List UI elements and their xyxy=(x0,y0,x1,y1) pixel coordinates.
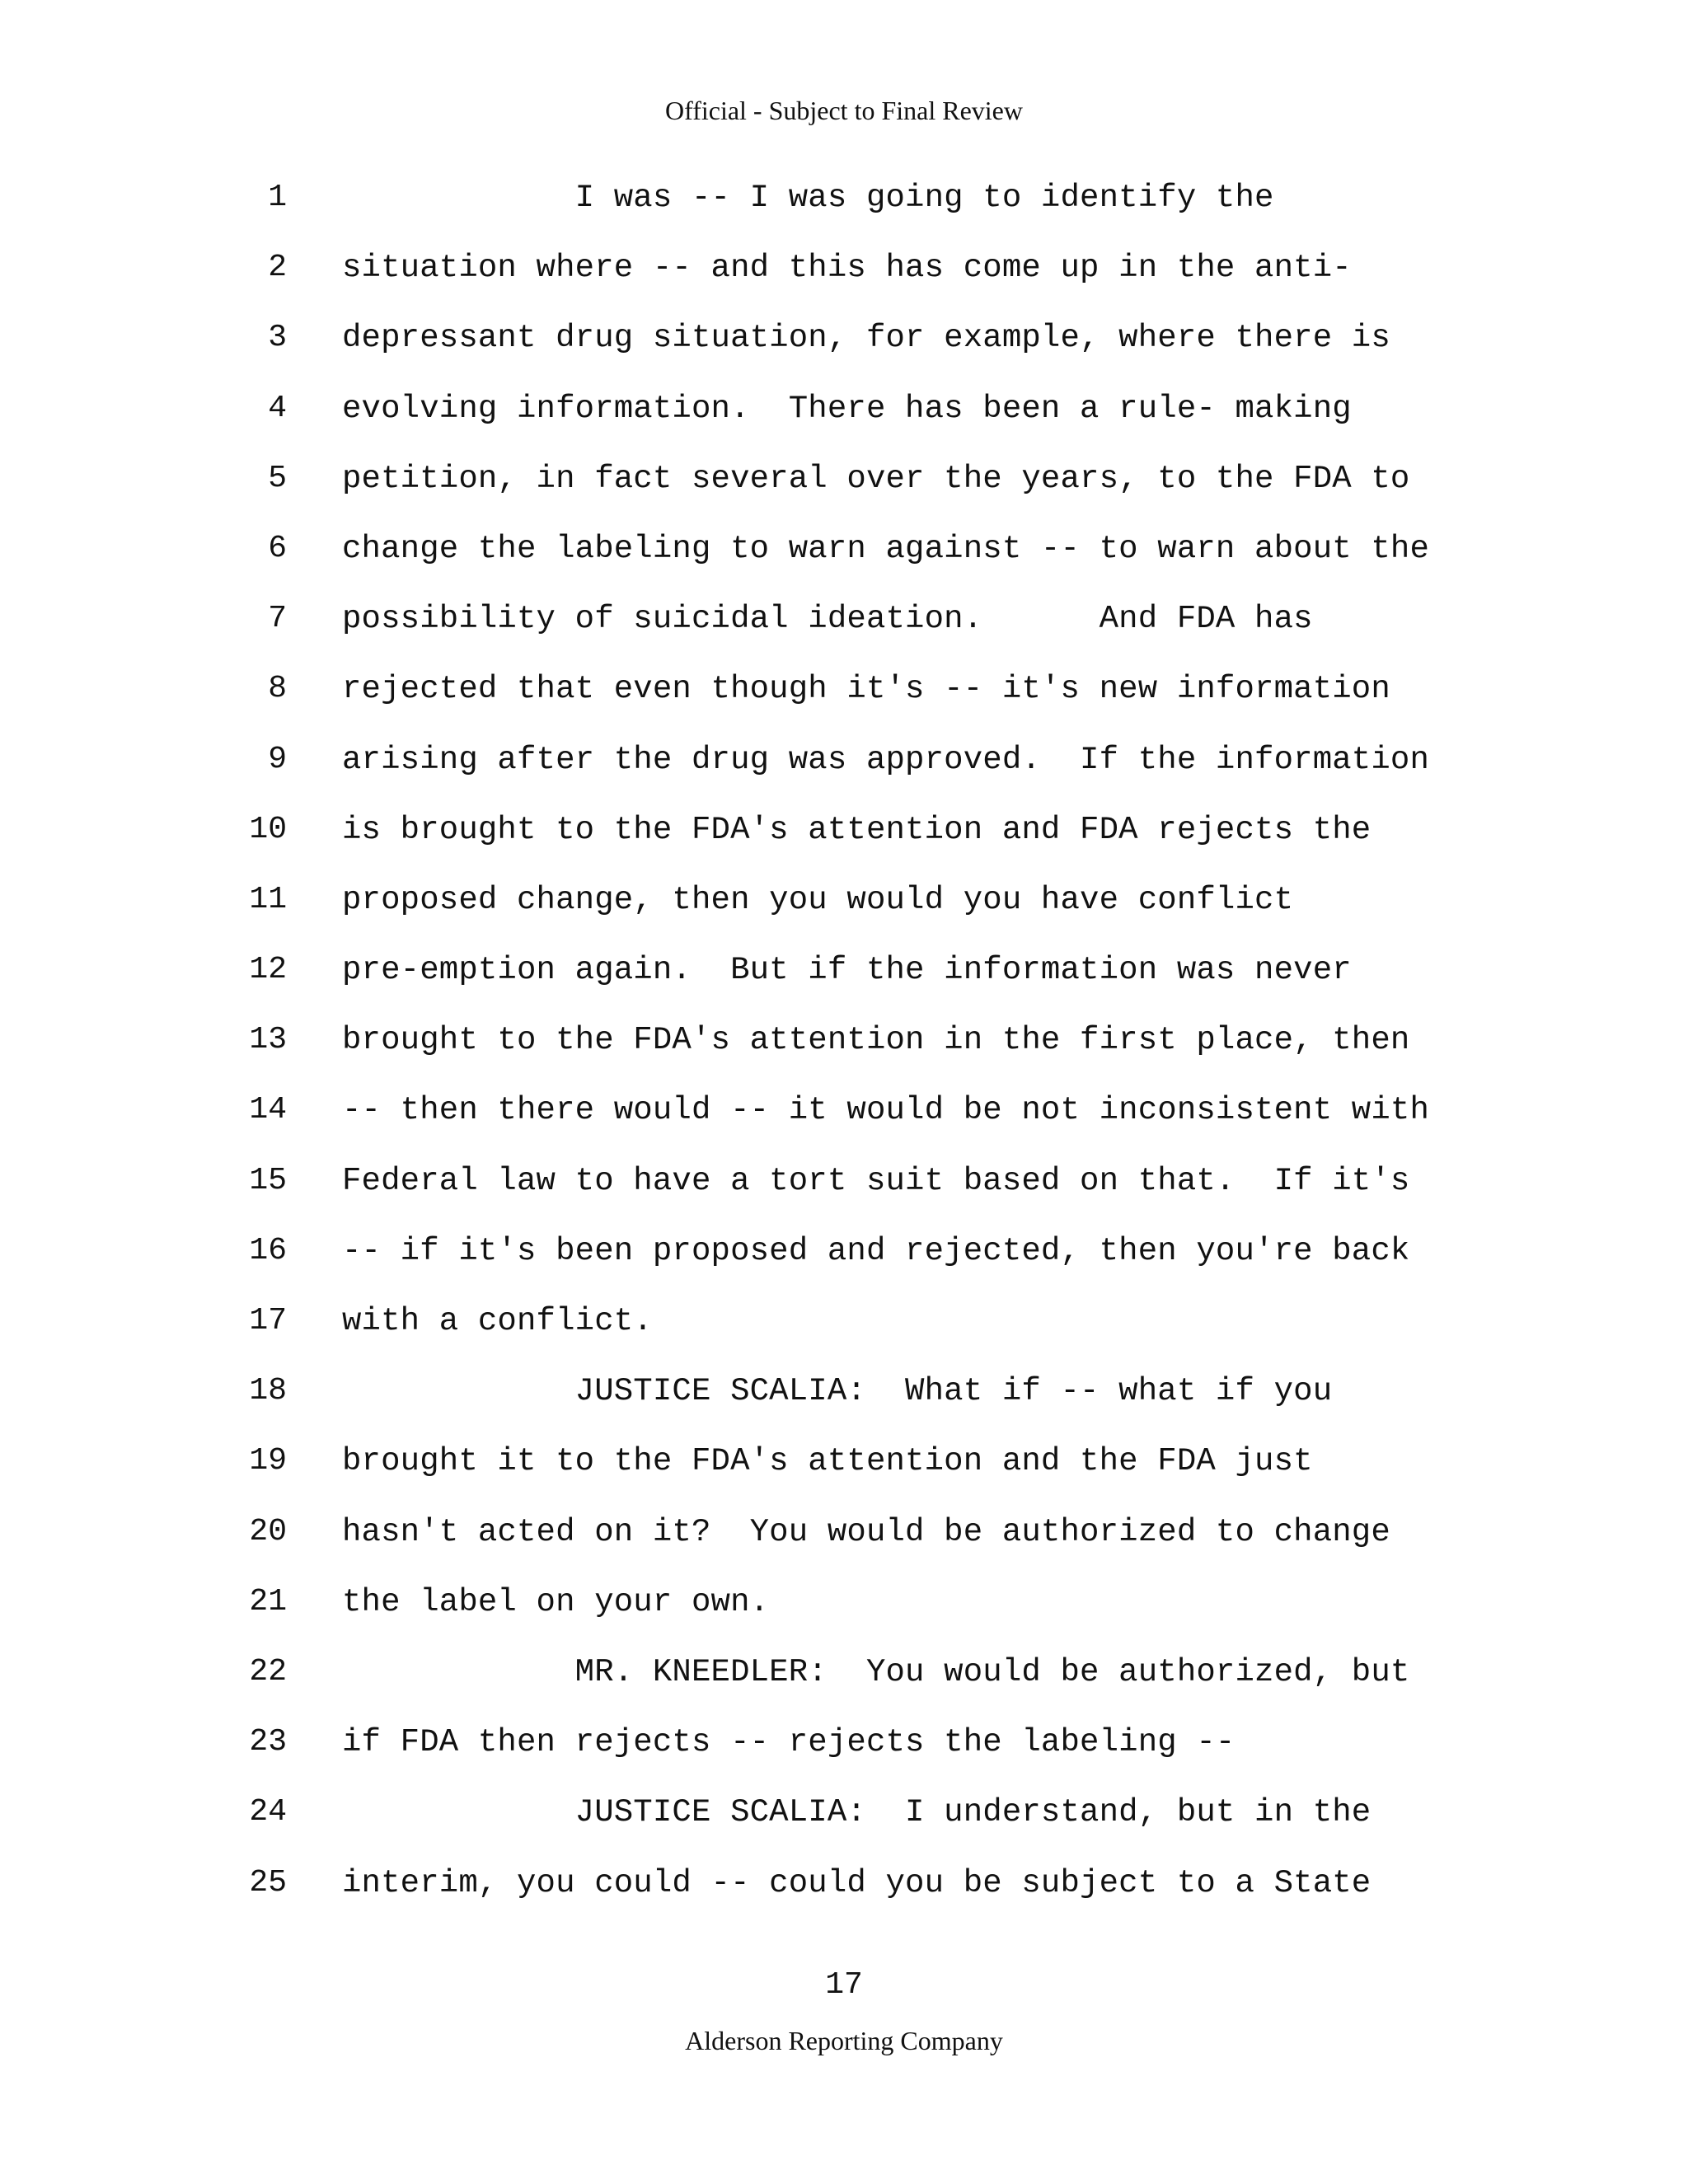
transcript-line xyxy=(0,1436,1688,1507)
line-text: change the labeling to warn against -- to warn about the xyxy=(342,530,1430,567)
line-number: 6 xyxy=(268,530,287,566)
footer-company: Alderson Reporting Company xyxy=(685,2026,1003,2055)
transcript-line xyxy=(0,1085,1688,1155)
line-text: hasn't acted on it? You would be authorized to change xyxy=(342,1513,1390,1550)
line-number: 10 xyxy=(249,811,287,847)
transcript-line xyxy=(0,1788,1688,1858)
line-text: Federal law to have a tort suit based on that. If it's xyxy=(342,1162,1410,1199)
line-number: 21 xyxy=(249,1583,287,1619)
line-text: -- then there would -- it would be not inconsistent with xyxy=(342,1092,1430,1129)
line-text: if FDA then rejects -- rejects the labeling -- xyxy=(342,1724,1236,1761)
transcript-line xyxy=(0,594,1688,664)
line-number: 12 xyxy=(249,952,287,988)
transcript-line xyxy=(0,454,1688,524)
transcript-line xyxy=(0,735,1688,805)
transcript-line xyxy=(0,1507,1688,1577)
line-number: 17 xyxy=(249,1303,287,1338)
line-text: proposed change, then you would you have conflict xyxy=(342,881,1294,918)
transcript-line xyxy=(0,1366,1688,1436)
transcript-line xyxy=(0,1156,1688,1226)
line-number: 23 xyxy=(249,1724,287,1760)
header-title: Official - Subject to Final Review xyxy=(665,96,1023,125)
line-text: JUSTICE SCALIA: I understand, but in the xyxy=(342,1794,1372,1831)
transcript-line xyxy=(0,805,1688,875)
line-number: 11 xyxy=(249,881,287,917)
line-number: 4 xyxy=(268,390,287,426)
line-number: 8 xyxy=(268,671,287,707)
page-footer xyxy=(0,2024,1688,2057)
line-text: petition, in fact several over the years, to the FDA to xyxy=(342,460,1410,497)
line-number: 19 xyxy=(249,1443,287,1479)
line-number: 7 xyxy=(268,601,287,637)
transcript-line xyxy=(0,243,1688,313)
transcript-line xyxy=(0,1226,1688,1296)
line-text: depressant drug situation, for example, where there is xyxy=(342,320,1390,357)
line-number: 25 xyxy=(249,1864,287,1900)
line-number: 15 xyxy=(249,1162,287,1198)
line-number: 16 xyxy=(249,1232,287,1268)
transcript-body xyxy=(0,173,1688,1929)
line-text: with a conflict. xyxy=(342,1303,653,1339)
line-number: 18 xyxy=(249,1373,287,1409)
line-text: JUSTICE SCALIA: What if -- what if you xyxy=(342,1373,1333,1410)
transcript-line xyxy=(0,1015,1688,1085)
transcript-line xyxy=(0,1858,1688,1929)
line-text: -- if it's been proposed and rejected, then you're back xyxy=(342,1232,1410,1269)
line-text: arising after the drug was approved. If the information xyxy=(342,741,1430,778)
line-text: I was -- I was going to identify the xyxy=(342,180,1274,216)
line-text: brought to the FDA's attention in the first place, then xyxy=(342,1022,1410,1059)
line-text: the label on your own. xyxy=(342,1583,770,1620)
page-number: 17 xyxy=(825,1967,863,2003)
line-number: 3 xyxy=(268,320,287,356)
line-text: evolving information. There has been a rule- making xyxy=(342,390,1352,427)
line-text: MR. KNEEDLER: You would be authorized, but xyxy=(342,1653,1410,1690)
line-number: 9 xyxy=(268,741,287,777)
transcript-line xyxy=(0,173,1688,243)
transcript-line xyxy=(0,524,1688,594)
transcript-line xyxy=(0,1647,1688,1718)
line-text: is brought to the FDA's attention and FDA rejects the xyxy=(342,811,1372,848)
line-number: 13 xyxy=(249,1022,287,1058)
transcript-line xyxy=(0,1718,1688,1788)
line-text: possibility of suicidal ideation. And FDA has xyxy=(342,601,1313,638)
line-text: situation where -- and this has come up in the anti- xyxy=(342,250,1352,287)
transcript-line xyxy=(0,384,1688,454)
transcript-line xyxy=(0,664,1688,734)
transcript-line xyxy=(0,1296,1688,1366)
line-text: brought it to the FDA's attention and the FDA just xyxy=(342,1443,1313,1480)
line-number: 20 xyxy=(249,1513,287,1549)
transcript-line xyxy=(0,313,1688,383)
line-text: rejected that even though it's -- it's new information xyxy=(342,671,1390,708)
page-header xyxy=(0,94,1688,127)
line-text: pre-emption again. But if the information was never xyxy=(342,952,1352,989)
line-number: 24 xyxy=(249,1794,287,1830)
transcript-line xyxy=(0,875,1688,945)
line-number: 14 xyxy=(249,1092,287,1128)
line-number: 5 xyxy=(268,460,287,496)
line-number: 1 xyxy=(268,180,287,215)
transcript-line xyxy=(0,945,1688,1015)
line-number: 2 xyxy=(268,250,287,286)
line-text: interim, you could -- could you be subject to a State xyxy=(342,1864,1372,1901)
line-number: 22 xyxy=(249,1653,287,1690)
transcript-line xyxy=(0,1577,1688,1647)
